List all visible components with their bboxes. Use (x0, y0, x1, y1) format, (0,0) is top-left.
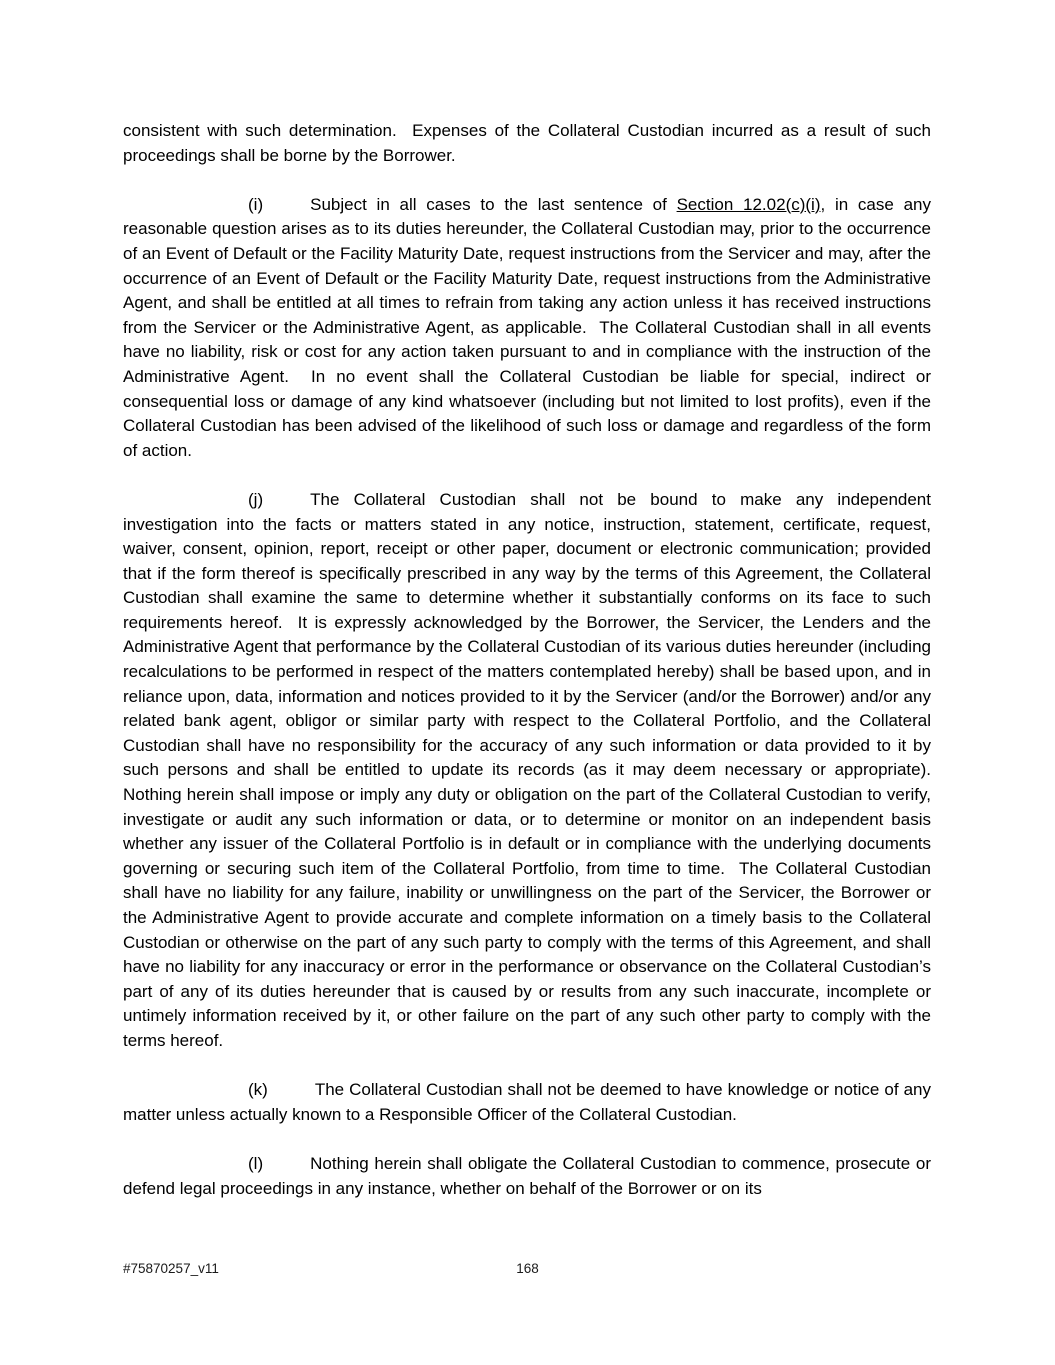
paragraph-j-label: (j) (248, 489, 264, 509)
paragraph-i (123, 193, 936, 464)
paragraph-j (123, 488, 941, 1054)
paragraph-j-text: The Collateral Custodian shall not be bound to make any independent investigation into the facts or matters stated in any notice, instruction, statement, certificate, request, waiver, consent, opinion, report, receipt or other paper, document or electronic communication; provided that if the form thereof is specifically prescribed in any way by the terms of this Agreement, the Collateral Custodian shall examine the same to determine whether it substantially conforms on its face to such requirements hereof. It is expressly acknowledged by the Borrower, the Servicer, the Lenders and the Administrative Agent that performance by the Collateral Custodian of its various duties hereunder (including recalculations to be performed in respect of the matters contemplated hereby) shall be based upon, and in reliance upon, data, information and notices provided to it by the Servicer (and/or the Borrower) and/or any related bank agent, obligor or similar party with respect to the Collateral Portfolio, and the Collateral Custodian shall have no responsibility for the accuracy of any such information or data provided to it by such persons and shall be entitled to update its records (as it may deem necessary or appropriate). Nothing herein shall impose or imply any duty or obligation on the part of the Collateral Custodian to verify, investigate or audit any such information or data, or to determine or monitor on an independent basis whether any issuer of the Collateral Portfolio is in default or in compliance with the underlying documents governing or securing such item of the Collateral Portfolio, from time to time. The Collateral Custodian shall have no liability for any failure, inability or unwillingness on the part of the Servicer, the Borrower or the Administrative Agent to provide accurate and complete information on a timely basis to the Collateral Custodian or otherwise on the part of any such party to comply with the terms of this Agreement, and shall have no liability for any inaccuracy or error in the performance or observance on the Collateral Custodian’s part of any of its duties hereunder that is caused by or results from any such inaccurate, incomplete or untimely information received by it, or other failure on the part of any such other party to comply with the terms hereof. (123, 489, 941, 1050)
paragraph-k-label: (k) (248, 1080, 268, 1100)
paragraph-i-text-before: Subject in all cases to the last sentence of (310, 194, 677, 214)
paragraph-intro (123, 119, 936, 168)
paragraph-l (123, 1152, 936, 1201)
footer-page-number: 168 (516, 1261, 539, 1276)
paragraph-l-text: Nothing herein shall obligate the Collateral Custodian to commence, prosecute or defend legal proceedings in any instance, whether on behalf of the Borrower or on its (123, 1153, 936, 1198)
paragraph-k (123, 1078, 936, 1127)
section-reference: Section 12.02(c)(i) (676, 194, 821, 214)
paragraph-l-label: (l) (248, 1153, 264, 1173)
paragraph-i-label: (i) (248, 194, 264, 214)
paragraph-intro-text: consistent with such determination. Expenses of the Collateral Custodian incurred as a result of such proceedings shall be borne by the Borrower. (123, 121, 936, 165)
footer-doc-id: #75870257_v11 (123, 1261, 219, 1276)
paragraph-i-text-after: , in case any reasonable question arises as to its duties hereunder, the Collateral Custodian may, prior to the occurrence of an Event of Default or the Facility Maturity Date, request instructions from the Servicer and may, after the occurrence of an Event of Default or the Facility Maturity Date, request instructions from the Administrative Agent, and shall be entitled at all times to refrain from taking any action unless it has received instructions from the Servicer or the Administrative Agent, as applicable. The Collateral Custodian shall in all events have no liability, risk or cost for any action taken pursuant to and in compliance with the instruction of the Administrative Agent. In no event shall the Collateral Custodian be liable for special, indirect or consequential loss or damage of any kind whatsoever (including but not limited to lost profits), even if the Collateral Custodian has been advised of the likelihood of such loss or damage and regardless of the form of action. (123, 194, 936, 460)
page-body (123, 119, 941, 1226)
paragraph-k-text: The Collateral Custodian shall not be deemed to have knowledge or notice of any matter unless actually known to a Responsible Officer of the Collateral Custodian. (123, 1080, 936, 1124)
